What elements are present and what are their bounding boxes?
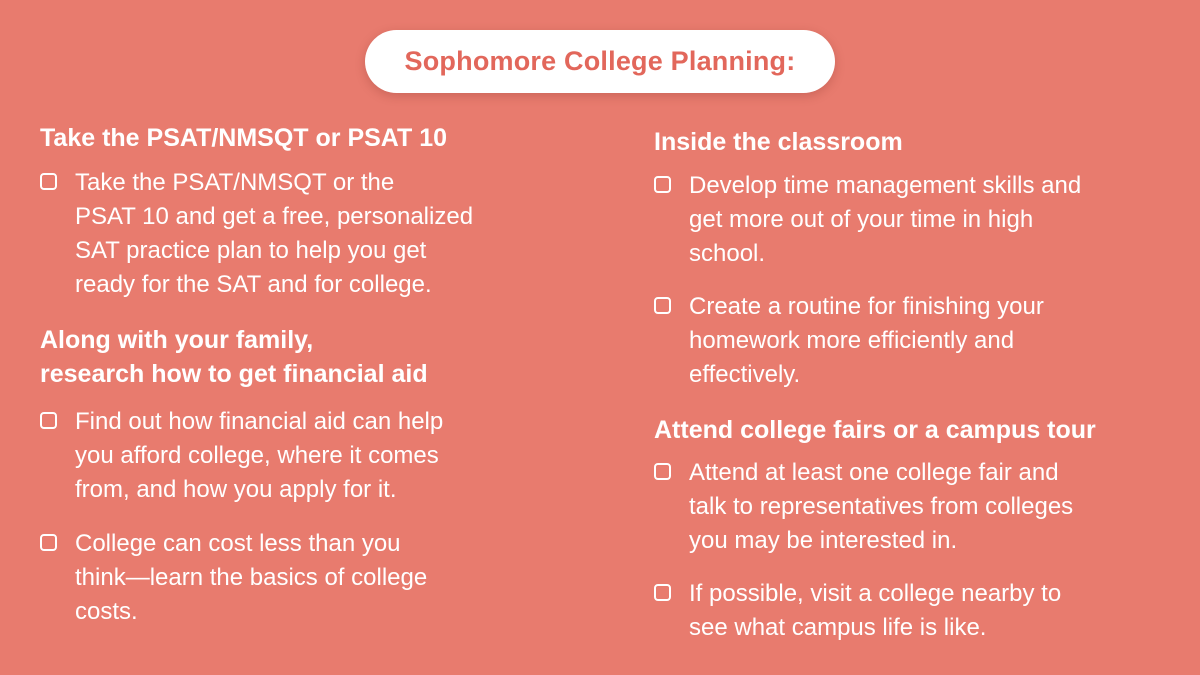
checklist-item-text: Find out how financial aid can help you afford college, where it comes from, and how you apply for it.: [75, 408, 444, 503]
checkbox-icon[interactable]: [40, 534, 57, 551]
checkbox-icon[interactable]: [654, 584, 671, 601]
checkbox-icon[interactable]: [654, 176, 671, 193]
checklist-item-text: Take the PSAT/NMSQT or the PSAT 10 and get a free, personalized SAT practice plan to help you get ready for the SAT and for college.: [75, 169, 474, 298]
section-heading-college-fairs: Attend college fairs or a campus tour: [654, 416, 1096, 444]
checklist-item-text: College can cost less than you think—learn the basics of college costs.: [75, 530, 428, 625]
section-heading-financial-aid: Along with your family, research how to get financial aid: [40, 326, 428, 388]
checklist-item-text: Attend at least one college fair and talk to representatives from colleges you may be interested in.: [689, 459, 1074, 554]
checkbox-icon[interactable]: [40, 173, 57, 190]
checkbox-icon[interactable]: [654, 463, 671, 480]
checkbox-icon[interactable]: [40, 412, 57, 429]
section-heading-psat: Take the PSAT/NMSQT or PSAT 10: [40, 124, 448, 152]
checkbox-icon[interactable]: [654, 297, 671, 314]
title-banner: [365, 30, 835, 93]
checklist-item-text: Develop time management skills and get more out of your time in high school.: [689, 172, 1082, 267]
checklist-item-text: Create a routine for finishing your homework more efficiently and effectively.: [689, 293, 1044, 388]
checklist-item-text: If possible, visit a college nearby to see what campus life is like.: [689, 580, 1062, 641]
section-heading-classroom: Inside the classroom: [654, 128, 903, 156]
page-title: Sophomore College Planning:: [404, 46, 796, 76]
